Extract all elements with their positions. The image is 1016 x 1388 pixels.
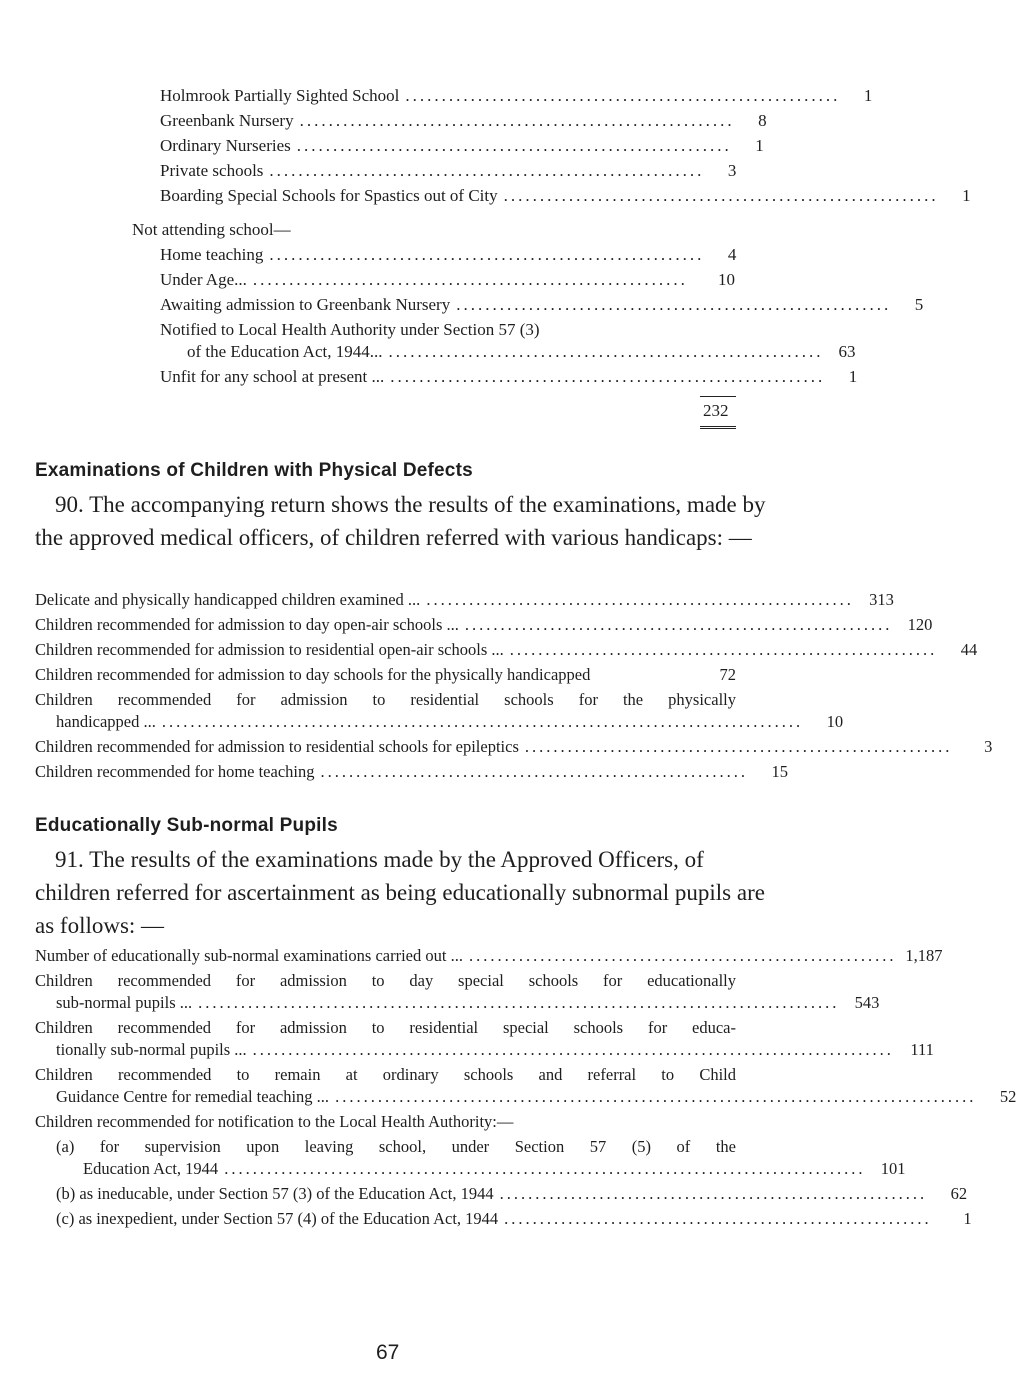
list-item [160, 86, 873, 106]
leader-dots: ............................................................ [499, 1184, 928, 1203]
leader-dots: ............................................................ [503, 186, 939, 205]
leader-dots: ............................................................ [269, 245, 705, 264]
leader-dots: ............................................................ [509, 640, 938, 659]
item-label: (c) as inexpedient, under Section 57 (4) of the Education Act, 1944 [56, 1209, 499, 1228]
paragraph-number: 91. [55, 847, 84, 872]
item-value: 10 [826, 712, 844, 731]
notified-line1: Notified to Local Health Authority under Section 57 (3) [160, 320, 540, 339]
item-label: Number of educationally sub-normal examinations carried out ... [35, 946, 463, 965]
list-item [83, 1159, 906, 1179]
list-item [35, 640, 978, 660]
total-double-rule [700, 426, 736, 429]
item-line: (a) for supervision upon leaving school, under Section 57 (5) of the [56, 1137, 736, 1156]
item-value: 4 [727, 245, 737, 264]
item-label: Holmrook Partially Sighted School [160, 86, 400, 105]
item-label: Awaiting admission to Greenbank Nursery [160, 295, 451, 314]
leader-dots: ............................................................ [296, 136, 732, 155]
item-value: 5 [914, 295, 924, 314]
list-item [160, 111, 767, 131]
list-item [56, 1040, 934, 1060]
leader-dots: ............................................................ [252, 270, 688, 289]
item-label: Children recommended for admission to residential open-air schools ... [35, 640, 504, 659]
item-label: Boarding Special Schools for Spastics out of City [160, 186, 498, 205]
item-label: of the Education Act, 1944... [187, 342, 383, 361]
item-value: 1,187 [905, 946, 943, 965]
list-item [35, 665, 736, 685]
leader-dots: ............................................................ [468, 946, 897, 965]
item-label: Children recommended for admission to day open-air schools ... [35, 615, 459, 634]
item-label: tionally sub-normal pupils ... [56, 1040, 247, 1059]
list-item [160, 270, 735, 290]
not-attending-heading: Not attending school— [132, 220, 291, 239]
item-line: Children recommended for notification to the Local Health Authority:— [35, 1112, 514, 1131]
paragraph [35, 843, 770, 942]
item-value: 8 [758, 111, 767, 130]
item-label: Education Act, 1944 [83, 1159, 219, 1178]
item-line: Children recommended for admission to residential schools for the physically [35, 690, 736, 709]
leader-dots: ............................................................ [456, 295, 892, 314]
leader-dots: ............................................................ [390, 367, 826, 386]
item-value: 543 [854, 993, 880, 1012]
list-item [160, 136, 764, 156]
leader-dots: ............................................................ [504, 1209, 932, 1228]
list-item [35, 615, 933, 635]
item-value: 63 [838, 342, 856, 361]
list-item [56, 712, 844, 732]
item-value: 111 [910, 1040, 934, 1059]
list-item [35, 737, 993, 757]
item-label: Delicate and physically handicapped children examined ... [35, 590, 421, 609]
leader-dots: ............................................................ [299, 111, 735, 130]
item-label: handicapped ... [56, 712, 156, 731]
item-value: 10 [718, 270, 735, 289]
item-label: Home teaching [160, 245, 264, 264]
item-value: 3 [984, 737, 993, 756]
leader-dots: ............................................................ [464, 615, 893, 634]
total-value: 232 [703, 401, 729, 420]
item-value: 1 [962, 186, 971, 205]
paragraph-text: The results of the examinations made by the Approved Officers, of children referred for ascertainment as being educationally subnormal pupils are as follows: — [35, 847, 765, 938]
section-heading: Educationally Sub-normal Pupils [35, 815, 338, 836]
list-item [56, 993, 880, 1013]
item-value: 313 [869, 590, 894, 609]
item-value: 1 [848, 367, 858, 386]
item-line: Children recommended for admission to residential special schools for educa- [35, 1018, 736, 1037]
list-item [35, 590, 894, 610]
item-value: 3 [727, 161, 737, 180]
item-value: 1 [963, 1209, 972, 1228]
list-item [56, 1184, 968, 1204]
leader-dots: .......................................................................................... [161, 712, 804, 731]
list-item [56, 1087, 1016, 1107]
item-value: 101 [880, 1159, 906, 1178]
item-value: 72 [719, 665, 736, 684]
item-label: (b) as ineducable, under Section 57 (3) of the Education Act, 1944 [56, 1184, 494, 1203]
total-rule [700, 396, 736, 397]
item-value: 1 [863, 86, 873, 105]
list-item [35, 762, 788, 782]
item-label: Guidance Centre for remedial teaching ... [56, 1087, 330, 1106]
leader-dots: ............................................................ [426, 590, 854, 609]
item-label: Greenbank Nursery [160, 111, 294, 130]
paragraph [35, 488, 770, 554]
list-item [160, 186, 971, 206]
list-item [160, 295, 924, 315]
item-value: 44 [960, 640, 978, 659]
leader-dots: .......................................................................................... [198, 993, 840, 1012]
leader-dots: .......................................................................................... [252, 1040, 894, 1059]
leader-dots: .......................................................................................... [335, 1087, 977, 1106]
item-value: 1 [755, 136, 764, 155]
list-item [56, 1209, 972, 1229]
page-number: 67 [376, 1341, 400, 1364]
item-label: Children recommended for admission to day schools for the physically handicapped [35, 665, 591, 684]
leader-dots: ............................................................ [524, 737, 953, 756]
paragraph-number: 90. [55, 492, 84, 517]
paragraph-text: The accompanying return shows the results of the examinations, made by the approved medical officers, of children referred with various handicaps: — [35, 492, 766, 550]
item-value: 120 [907, 615, 933, 634]
item-label: Children recommended for home teaching [35, 762, 315, 781]
item-label: Children recommended for admission to residential schools for epileptics [35, 737, 519, 756]
list-item [160, 367, 858, 387]
item-label: Unfit for any school at present ... [160, 367, 385, 386]
leader-dots: ............................................................ [320, 762, 748, 781]
list-item [35, 946, 943, 966]
item-value: 62 [950, 1184, 968, 1203]
item-label: Under Age... [160, 270, 247, 289]
section-heading: Examinations of Children with Physical Defects [35, 460, 473, 481]
list-item [187, 342, 856, 362]
list-item [160, 245, 735, 265]
leader-dots: ............................................................ [388, 342, 824, 361]
item-label: Private schools [160, 161, 264, 180]
item-label: Ordinary Nurseries [160, 136, 291, 155]
item-label: sub-normal pupils ... [56, 993, 193, 1012]
item-line: Children recommended for admission to day special schools for educationally [35, 971, 736, 990]
item-line: Children recommended to remain at ordinary schools and referral to Child [35, 1065, 736, 1084]
list-item [160, 161, 735, 181]
leader-dots: ............................................................ [405, 86, 841, 105]
item-value: 52 [999, 1087, 1016, 1106]
item-value: 15 [771, 762, 788, 781]
leader-dots: ............................................................ [269, 161, 705, 180]
leader-dots: .......................................................................................... [224, 1159, 866, 1178]
